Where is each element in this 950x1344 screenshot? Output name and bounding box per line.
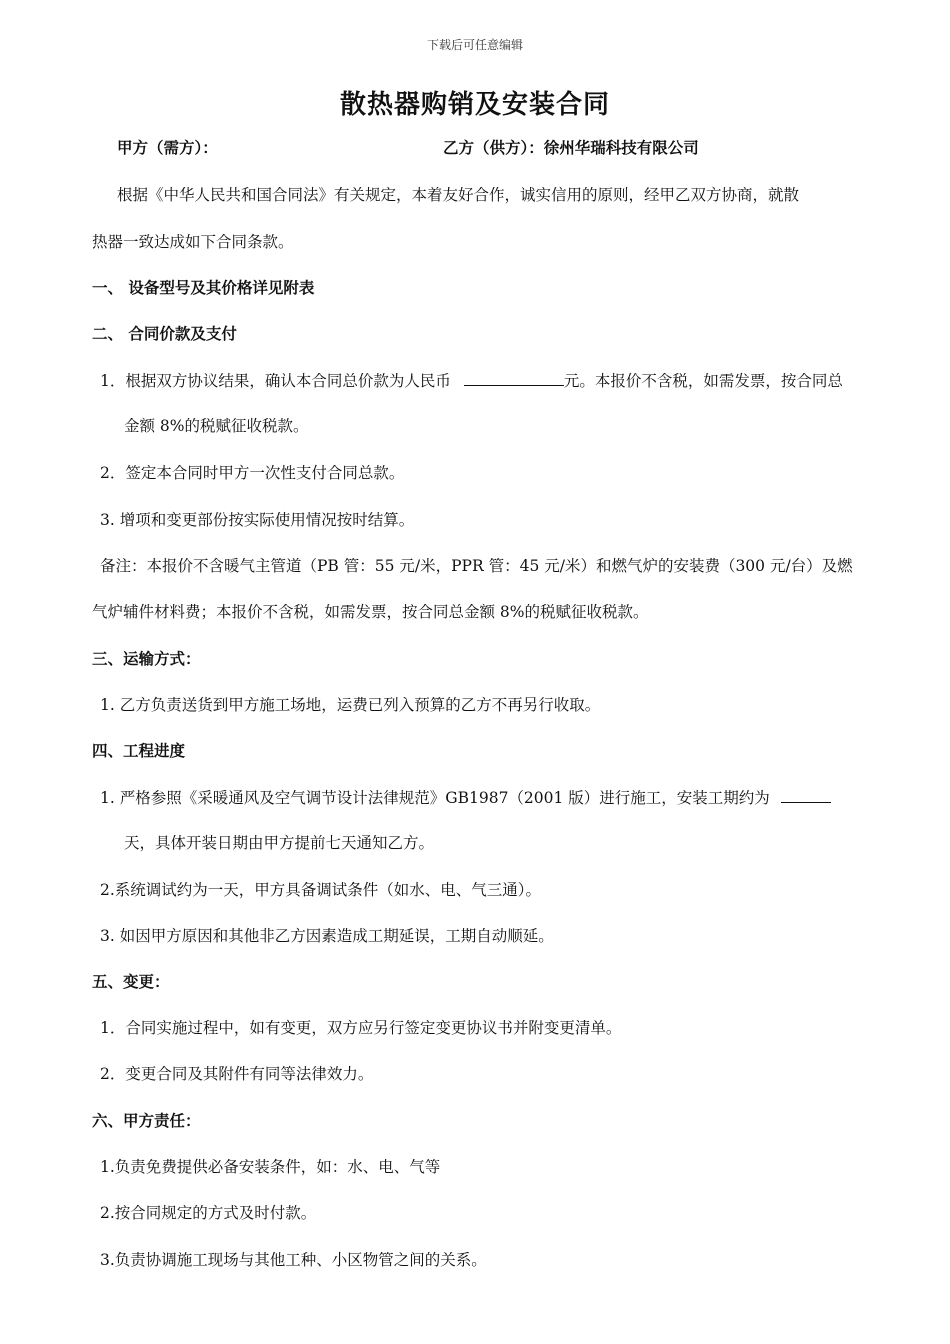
section-5-item-2: 2．变更合同及其附件有同等法律效力。 [100, 1065, 374, 1083]
section-2-item-1-line-2: 金额 8%的税赋征收税款。 [124, 417, 309, 435]
section-5-heading: 五、变更： [92, 972, 170, 991]
section-4-heading: 四、工程进度 [92, 741, 186, 760]
section-1-heading: 一、 设备型号及其价格详见附表 [92, 278, 315, 297]
party-b-label: 乙方（供方）：徐州华瑞科技有限公司 [443, 138, 699, 157]
section-2-item-3: 3. 增项和变更部份按实际使用情况按时结算。 [100, 511, 415, 529]
section-3-item-1: 1. 乙方负责送货到甲方施工场地，运费已列入预算的乙方不再另行收取。 [100, 696, 601, 714]
section-2-item-2: 2．签定本合同时甲方一次性支付合同总款。 [100, 464, 405, 482]
note-line-1: 备注：本报价不含暖气主管道（PB 管：55 元/米，PPR 管：45 元/米）和燃气炉的安装费（300 元/台）及燃 [100, 557, 853, 575]
item-text: 1．根据双方协议结果，确认本合同总价款为人民币 [100, 372, 451, 390]
party-a-label: 甲方（需方）： [117, 138, 218, 157]
section-6-item-1: 1.负责免费提供必备安装条件，如：水、电、气等 [100, 1158, 441, 1176]
section-3-heading: 三、运输方式： [92, 649, 201, 668]
section-2-item-1-line-1 [100, 369, 843, 391]
price-blank [464, 371, 564, 386]
section-6-heading: 六、甲方责任： [92, 1111, 201, 1130]
item-text: 元。本报价不含税，如需发票，按合同总 [563, 372, 843, 390]
section-2-heading: 二、 合同价款及支付 [92, 324, 237, 343]
intro-line-2: 热器一致达成如下合同条款。 [92, 233, 294, 251]
contract-title: 散热器购销及安装合同 [339, 90, 610, 120]
duration-blank [781, 788, 831, 803]
section-5-item-1: 1．合同实施过程中，如有变更，双方应另行签定变更协议书并附变更清单。 [100, 1019, 622, 1037]
note-line-2: 气炉辅件材料费；本报价不含税，如需发票，按合同总金额 8%的税赋征收税款。 [92, 603, 649, 621]
section-4-item-2: 2.系统调试约为一天，甲方具备调试条件（如水、电、气三通）。 [100, 881, 542, 899]
section-6-item-3: 3.负责协调施工现场与其他工种、小区物管之间的关系。 [100, 1251, 487, 1269]
section-6-item-2: 2.按合同规定的方式及时付款。 [100, 1204, 317, 1222]
section-4-item-1-line-2: 天，具体开装日期由甲方提前七天通知乙方。 [124, 834, 435, 852]
section-4-item-3: 3. 如因甲方原因和其他非乙方因素造成工期延误，工期自动顺延。 [100, 927, 554, 945]
intro-line-1: 根据《中华人民共和国合同法》有关规定，本着友好合作，诚实信用的原则，经甲乙双方协商，就散 [117, 186, 800, 204]
section-4-item-1-line-1 [100, 786, 831, 808]
item-text: 1. 严格参照《采暖通风及空气调节设计法律规范》GB1987（2001 版）进行施工，安装工期约为 [100, 789, 770, 807]
header-note: 下载后可任意编辑 [426, 38, 523, 52]
